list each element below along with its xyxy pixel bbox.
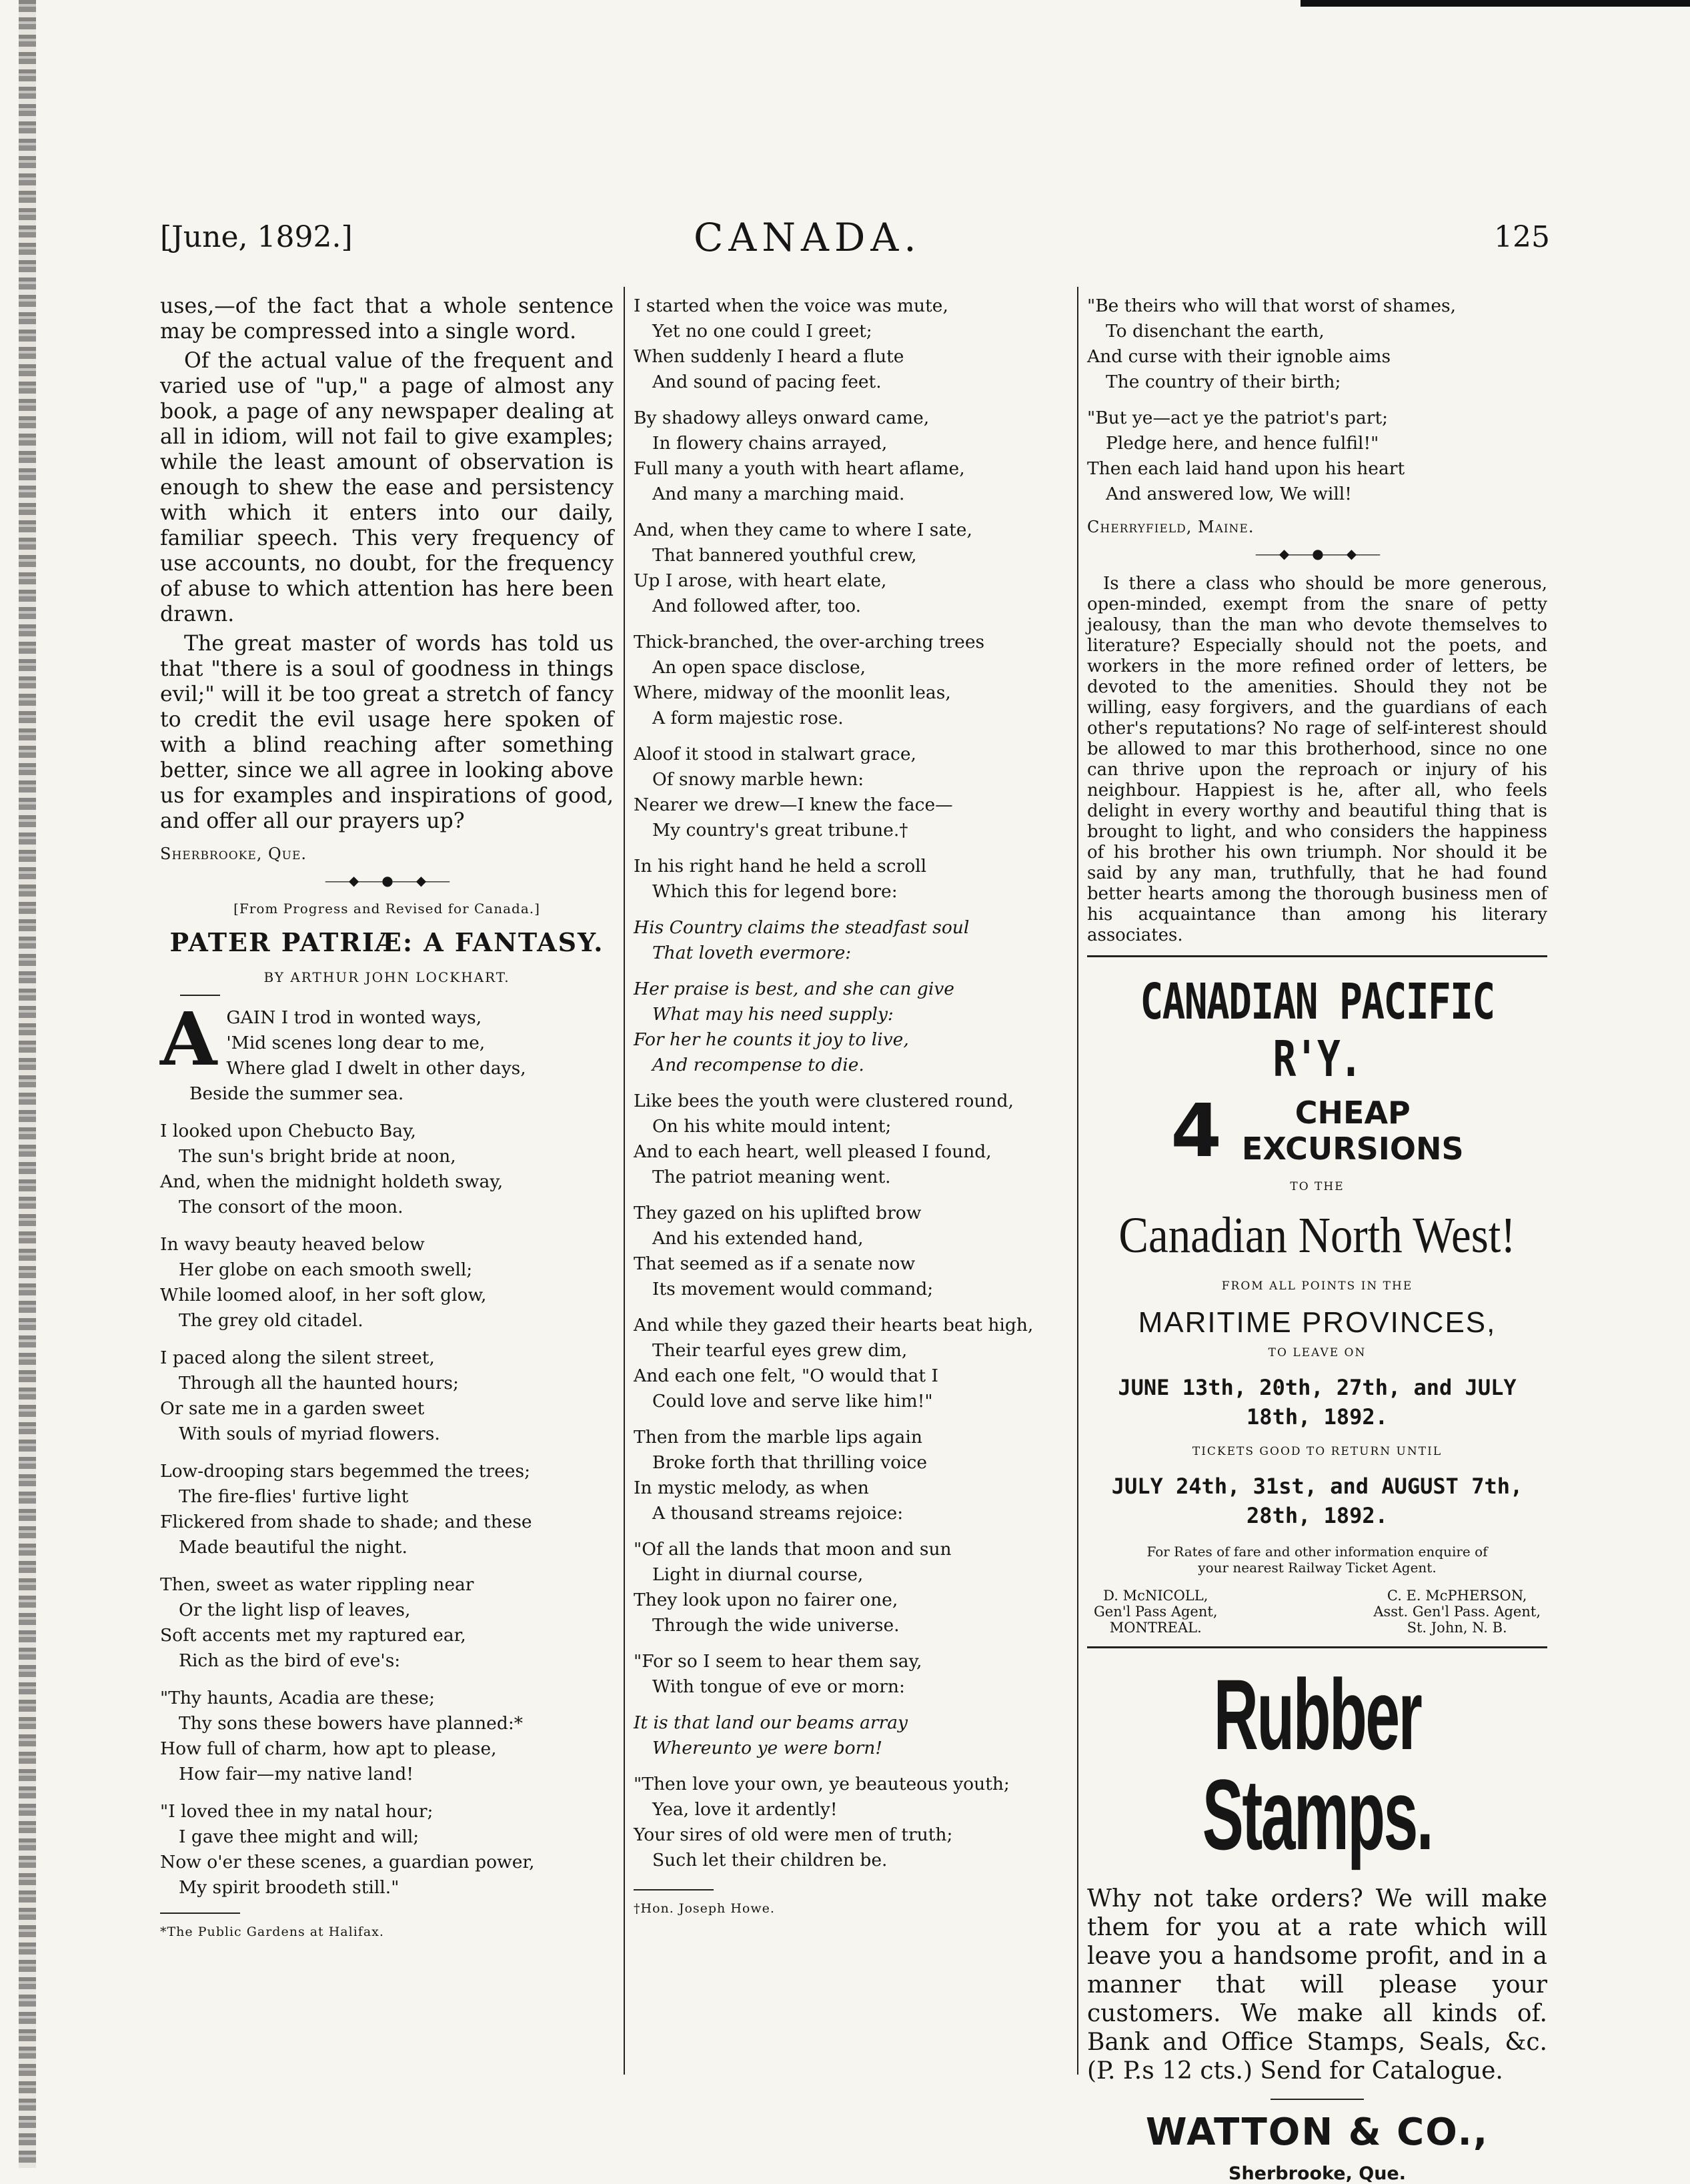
poem-stanza: [634, 1649, 1067, 1700]
poem-stanza: [634, 977, 1067, 1078]
poem-line: In mystic melody, as when: [634, 1478, 869, 1498]
poem-credit: [From Progress and Revised for Canada.]: [233, 901, 540, 917]
poem-line: The patriot meaning went.: [652, 1167, 891, 1187]
poem-line: Yet no one could I greet;: [652, 321, 872, 342]
poem-line: Yea, love it ardently!: [652, 1799, 838, 1820]
rubber-stamps-advertisement: [1087, 1658, 1547, 2184]
poem-line: Light in diurnal course,: [652, 1564, 864, 1585]
poem-line: Such let their children be.: [652, 1850, 888, 1870]
column-divider: [1077, 287, 1078, 2075]
poem-line: What may his need supply:: [652, 1004, 894, 1025]
footnote-rule: [634, 1889, 714, 1890]
poem-line: Up I arose, with heart elate,: [634, 570, 887, 591]
poem-line: To disenchant the earth,: [1106, 321, 1325, 342]
poem-line: And each one felt, "O would that I: [634, 1366, 938, 1386]
poem-line: An open space disclose,: [652, 657, 866, 678]
destination: Canadian North West!: [1118, 1207, 1516, 1263]
poem-stanza: [634, 1313, 1067, 1414]
ornament-divider: ——◆——●——◆——: [324, 873, 450, 889]
poem-stanza: [634, 915, 1067, 966]
cheap-label: CHEAP: [1295, 1095, 1411, 1131]
poem-line: When suddenly I heard a flute: [634, 346, 904, 367]
poem-stanza: [634, 630, 1067, 731]
poem-stanza: [634, 1201, 1067, 1302]
poem-line: With tongue of eve or morn:: [652, 1676, 905, 1697]
poem-stanza: [634, 1089, 1067, 1190]
poem-stanza: [1087, 294, 1547, 395]
to-the-label: TO THE: [1290, 1180, 1345, 1193]
poem-line: They gazed on his uplifted brow: [634, 1203, 922, 1223]
poem-stanza: Then, sweet as water rippling near Or the light lisp of leaves, Soft accents met my raptured ear, Rich as the bird of eve's:: [160, 1574, 474, 1671]
binding-edge: [19, 0, 36, 2168]
agent-1: D. McNICOLL, Gen'l Pass Agent, MONTREAL.: [1094, 1588, 1218, 1636]
poem-line: And, when they came to where I sate,: [634, 520, 972, 540]
ornament-divider: ——◆——●——◆——: [1254, 546, 1380, 562]
poem-line: I started when the voice was mute,: [634, 296, 948, 316]
poem-line: Of snowy marble hewn:: [652, 769, 864, 790]
drop-cap: A: [160, 996, 217, 1082]
cpr-headline: CANADIAN PACIFIC R'Y.: [1140, 973, 1495, 1088]
company-name: WATTON & CO.,: [1145, 2111, 1489, 2154]
poem-line: And recompense to die.: [652, 1055, 864, 1075]
poem-line: "But ye—act ye the patriot's part;: [1087, 408, 1389, 428]
excursions-banner: [1087, 1088, 1547, 1173]
poem-line: Your sires of old were men of truth;: [634, 1824, 953, 1845]
poem-line: Where, midway of the moonlit leas,: [634, 682, 951, 703]
stamps-headline: Rubber Stamps.: [1202, 1658, 1433, 1870]
poem-line: And followed after, too.: [652, 596, 862, 616]
column-1: [160, 294, 614, 1939]
stamps-body: Why not take orders? We will make them for you at a rate which will leave you a handsome profit, and in a manner that will please your customers. We make all kinds of. Bank and Office Stamps, Seals, &c. (P. P.s 12 cts.) Send for Catalogue.: [1087, 1885, 1547, 2085]
leave-dates: JUNE 13th, 20th, 27th, and JULY 18th, 1892.: [1118, 1375, 1517, 1430]
footnote: *The Public Gardens at Halifax.: [160, 1925, 384, 1939]
poem-line: Then from the marble lips again: [634, 1427, 922, 1448]
footnote: †Hon. Joseph Howe.: [634, 1901, 775, 1916]
poem-line: They look upon no fairer one,: [634, 1590, 898, 1610]
poem-line: A thousand streams rejoice:: [652, 1503, 904, 1524]
poem-line: Which this for legend bore:: [652, 881, 898, 902]
poem-line: And curse with their ignoble aims: [1087, 346, 1391, 367]
poem-stanza: I paced along the silent street, Through all the haunted hours; Or sate me in a garden sweet With souls of myriad flowers.: [160, 1347, 459, 1444]
poem-line: That seemed as if a senate now: [634, 1253, 916, 1274]
short-rule: [1271, 2099, 1364, 2100]
poem-stanza: In wavy beauty heaved below Her globe on each smooth swell; While loomed aloof, in her soft glow, The grey old citadel.: [160, 1234, 487, 1331]
cpr-advertisement: [1087, 973, 1547, 1636]
tickets-label: TICKETS GOOD TO RETURN UNTIL: [1192, 1445, 1443, 1458]
from-label: FROM ALL POINTS IN THE: [1221, 1279, 1413, 1293]
company-city: Sherbrooke, Que.: [1228, 2163, 1406, 2184]
poem-stanza: [634, 1772, 1067, 1873]
poem-line: "Of all the lands that moon and sun: [634, 1539, 952, 1560]
poem-line: Thick-branched, the over-arching trees: [634, 632, 985, 652]
poem-line: Like bees the youth were clustered round,: [634, 1091, 1014, 1111]
poem-line: Then each laid hand upon his heart: [1087, 458, 1405, 479]
poem-line: By shadowy alleys onward came,: [634, 408, 930, 428]
poem-line: The country of their birth;: [1106, 372, 1341, 392]
poem-stanza: [634, 406, 1067, 507]
poem-line: A form majestic rose.: [652, 708, 844, 728]
provinces: MARITIME PROVINCES,: [1138, 1306, 1497, 1339]
poem-line: Full many a youth with heart aflame,: [634, 458, 965, 479]
column-divider: [624, 287, 625, 2075]
fare-info: For Rates of fare and other information enquire of your nearest Railway Ticket Agent.: [1146, 1544, 1488, 1576]
poem-stanza: I looked upon Chebucto Bay, The sun's bright bride at noon, And, when the midnight holdeth sway, The consort of the moon.: [160, 1121, 504, 1217]
leave-label: TO LEAVE ON: [1268, 1346, 1367, 1359]
article-dateline: Sherbrooke, Que.: [160, 845, 307, 863]
poem-line: "Be theirs who will that worst of shames,: [1087, 296, 1457, 316]
poem-title: PATER PATRIÆ: A FANTASY.: [169, 927, 604, 957]
poem-stanza: "I loved thee in my natal hour; I gave thee might and will; Now o'er these scenes, a guardian power, My spirit broodeth still.": [160, 1801, 535, 1898]
article-paragraph: The great master of words has told us that "there is a soul of goodness in things evil;" will it be too great a stretch of fancy to credit the evil usage here spoken of with a blind reaching after something better, since we all agree in looking above us for examples and inspirations of good, and offer all our prayers up?: [160, 632, 614, 833]
poem-stanza: [634, 518, 1067, 619]
ad-rule: [1087, 1646, 1547, 1648]
poem-line: Their tearful eyes grew dim,: [652, 1340, 908, 1361]
poem-line: Its movement would command;: [652, 1279, 934, 1299]
poem-line: Broke forth that thrilling voice: [652, 1452, 928, 1473]
poem-stanza: [1087, 406, 1547, 507]
poem-line: My country's great tribune.†: [652, 820, 908, 841]
masthead-title: CANADA.: [694, 215, 922, 260]
poem-line: "For so I seem to hear them say,: [634, 1651, 922, 1672]
poem-continuation: [634, 294, 1067, 1873]
poem-line: Pledge here, and hence fulfil!": [1106, 433, 1379, 454]
top-edge-bar: [1301, 0, 1690, 7]
issue-date: [June, 1892.]: [160, 220, 353, 254]
poem-stanza: Low-drooping stars begemmed the trees; The fire-flies' furtive light Flickered from shade to shade; and these Made beautiful the night.: [160, 1461, 532, 1558]
return-dates: JULY 24th, 31st, and AUGUST 7th, 28th, 1892.: [1111, 1474, 1523, 1528]
poem-line: That bannered youthful crew,: [652, 545, 917, 566]
article-paragraph: uses,—of the fact that a whole sentence may be compressed into a single word.: [160, 294, 614, 344]
excursions-label: EXCURSIONS: [1241, 1131, 1464, 1167]
poem-line: On his white mould intent;: [652, 1116, 892, 1137]
poem-stanza: "Thy haunts, Acadia are these; Thy sons these bowers have planned:* How full of charm, how apt to please, How fair—my native land!: [160, 1688, 523, 1784]
poem-line: And answered low, We will!: [1106, 484, 1352, 504]
poem-line: And his extended hand,: [652, 1228, 864, 1249]
column-2: [634, 294, 1067, 1916]
poem-line: "Then love your own, ye beauteous youth;: [634, 1774, 1010, 1794]
ad-rule: [1087, 955, 1547, 957]
article-paragraph: Of the actual value of the frequent and varied use of "up," a page of almost any book, a page of any newspaper dealing at all in idiom, will not fail to give examples; while the least amount of observation is enough to shew the ease and persistency with which it enters into our daily, familiar speech. This very frequency of use accounts, no doubt, for the frequency of abuse to which attention has here been drawn.: [160, 349, 614, 626]
poem-line: Whereunto ye were born!: [652, 1738, 883, 1758]
poem-line: And many a marching maid.: [652, 484, 905, 504]
poem-byline: BY ARTHUR JOHN LOCKHART.: [263, 969, 510, 985]
poem-stanza: [634, 1425, 1067, 1526]
excursion-count: 4: [1170, 1088, 1222, 1173]
poem-stanza: [634, 854, 1067, 905]
column-3: [1087, 294, 1547, 2184]
page-number: 125: [1494, 220, 1550, 254]
poem-line: And to each heart, well pleased I found,: [634, 1141, 992, 1162]
agent-2: C. E. McPHERSON, Asst. Gen'l Pass. Agent, St. John, N. B.: [1373, 1588, 1541, 1636]
poem-line: In his right hand he held a scroll: [634, 856, 927, 877]
poem-line: For her he counts it joy to live,: [634, 1029, 909, 1050]
poem-line: And sound of pacing feet.: [652, 372, 882, 392]
agents: [1087, 1588, 1547, 1636]
editorial-note: Is there a class who should be more generous, open-minded, exempt from the snare of petty jealousy, than the man who devote themselves to literature? Especially should not the poets, and workers in the more refined order of letters, be devoted to the amenities. Should they not be willing, easy forgivers, and the guardians of each other's reputations? No rage of self-interest should be allowed to mar this brotherhood, since no one can thrive upon the reproach or injury of his neighbour. Happiest is he, after all, who feels delight in every worthy and beautiful thing that is brought to light, and who considers the happiness of his brother his own triumph. Nor should it be said by any man, truthfully, that he had found better hearts among the thorough business men of his acquaintance than among his literary associates.: [1087, 574, 1547, 945]
poem-line: Could love and serve like him!": [652, 1391, 933, 1412]
poem-stanza: [634, 294, 1067, 395]
poem-dateline: Cherryfield, Maine.: [1087, 518, 1254, 536]
poem-stanza: [634, 742, 1067, 843]
poem-line: Nearer we drew—I knew the face—: [634, 794, 953, 815]
poem-line: In flowery chains arrayed,: [652, 433, 888, 454]
poem-line: Aloof it stood in stalwart grace,: [634, 744, 916, 764]
poem-line: It is that land our beams array: [634, 1712, 908, 1733]
poem-line: Her praise is best, and she can give: [634, 979, 954, 999]
poem-stanza: A GAIN I trod in wonted ways, 'Mid scenes long dear to me, Where glad I dwelt in other days, Beside the summer sea.: [160, 996, 526, 1104]
poem-stanza: [634, 1537, 1067, 1638]
poem-line: His Country claims the steadfast soul: [634, 917, 970, 938]
poem-line: That loveth evermore:: [652, 943, 852, 963]
poem-stanza: [634, 1710, 1067, 1761]
footnote-rule: [160, 1913, 240, 1914]
poem-line: Through the wide universe.: [652, 1615, 900, 1636]
poem-line: And while they gazed their hearts beat high,: [634, 1315, 1034, 1335]
poem-ending: [1087, 294, 1547, 507]
